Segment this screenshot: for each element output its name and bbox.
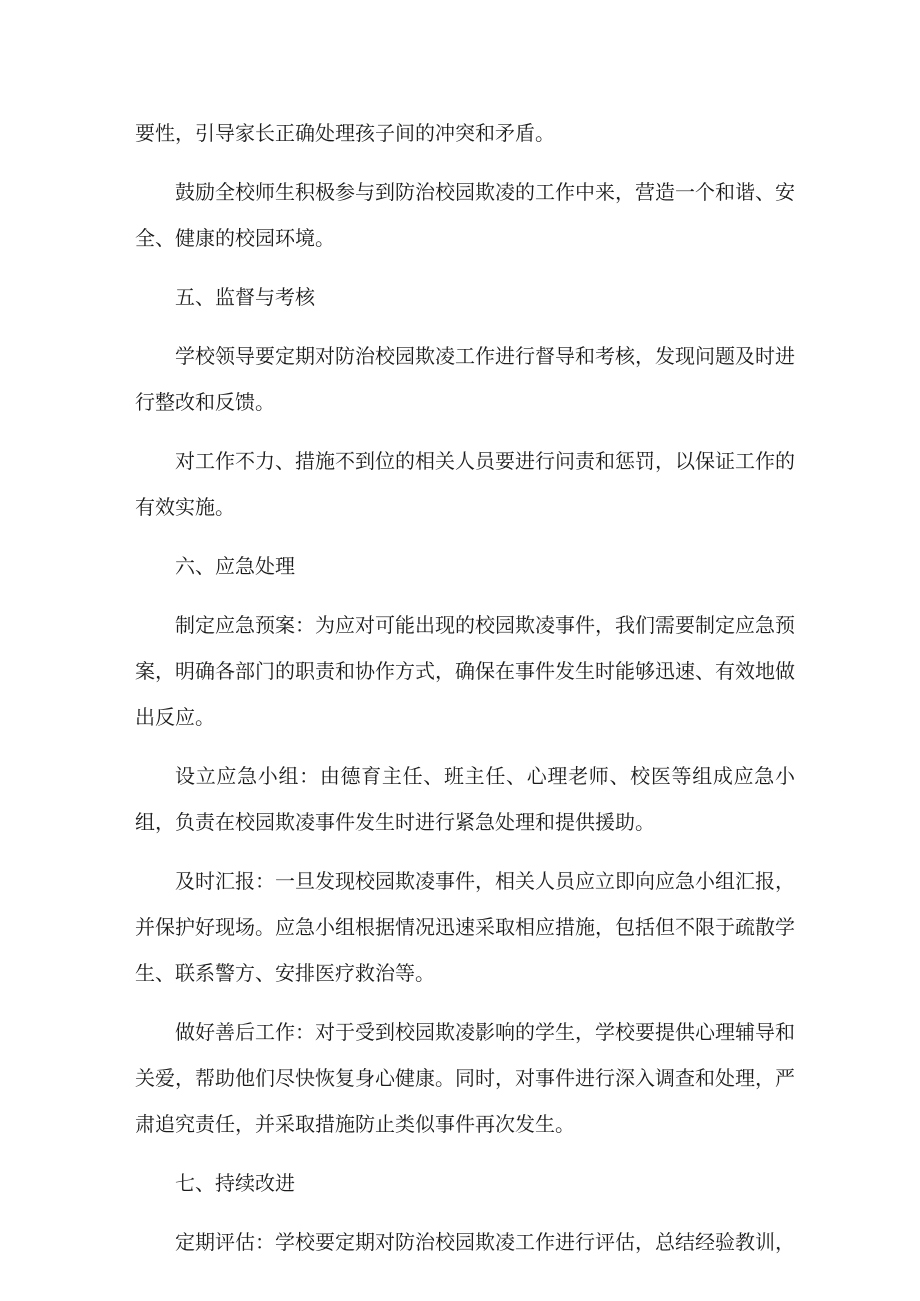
paragraph-timely-report: 及时汇报：一旦发现校园欺凌事件，相关人员应立即向应急小组汇报，并保护好现场。应急小组根据情况迅速采取相应措施，包括但不限于疏散学生、联系警方、安排医疗救治等。	[135, 869, 795, 985]
paragraph-emergency-team: 设立应急小组：由德育主任、班主任、心理老师、校医等组成应急小组，负责在校园欺凌事件发生时进行紧急处理和提供援助。	[135, 764, 795, 834]
paragraph-periodic-evaluation: 定期评估：学校要定期对防治校园欺凌工作进行评估，总结经验教训，	[175, 1230, 795, 1254]
paragraph-supervision-review: 学校领导要定期对防治校园欺凌工作进行督导和考核，发现问题及时进行整改和反馈。	[135, 344, 795, 414]
paragraph-aftermath: 做好善后工作：对于受到校园欺凌影响的学生，学校要提供心理辅导和关爱，帮助他们尽快恢复身心健康。同时，对事件进行深入调查和处理，严肃追究责任，并采取措施防止类似事件再次发生。	[135, 1020, 795, 1136]
section-heading-improvement: 七、持续改进	[175, 1171, 295, 1195]
section-heading-emergency: 六、应急处理	[175, 554, 295, 578]
document-page	[135, 110, 795, 1278]
paragraph-emergency-plan: 制定应急预案：为应对可能出现的校园欺凌事件，我们需要制定应急预案，明确各部门的职责和协作方式，确保在事件发生时能够迅速、有效地做出反应。	[135, 613, 795, 729]
section-heading-supervision: 五、监督与考核	[175, 285, 315, 309]
paragraph-encourage-participation: 鼓励全校师生积极参与到防治校园欺凌的工作中来，营造一个和谐、安全、健康的校园环境。	[135, 180, 795, 250]
paragraph-accountability: 对工作不力、措施不到位的相关人员要进行问责和惩罚，以保证工作的有效实施。	[135, 449, 795, 519]
paragraph-continuation: 要性，引导家长正确处理孩子间的冲突和矛盾。	[135, 121, 555, 145]
